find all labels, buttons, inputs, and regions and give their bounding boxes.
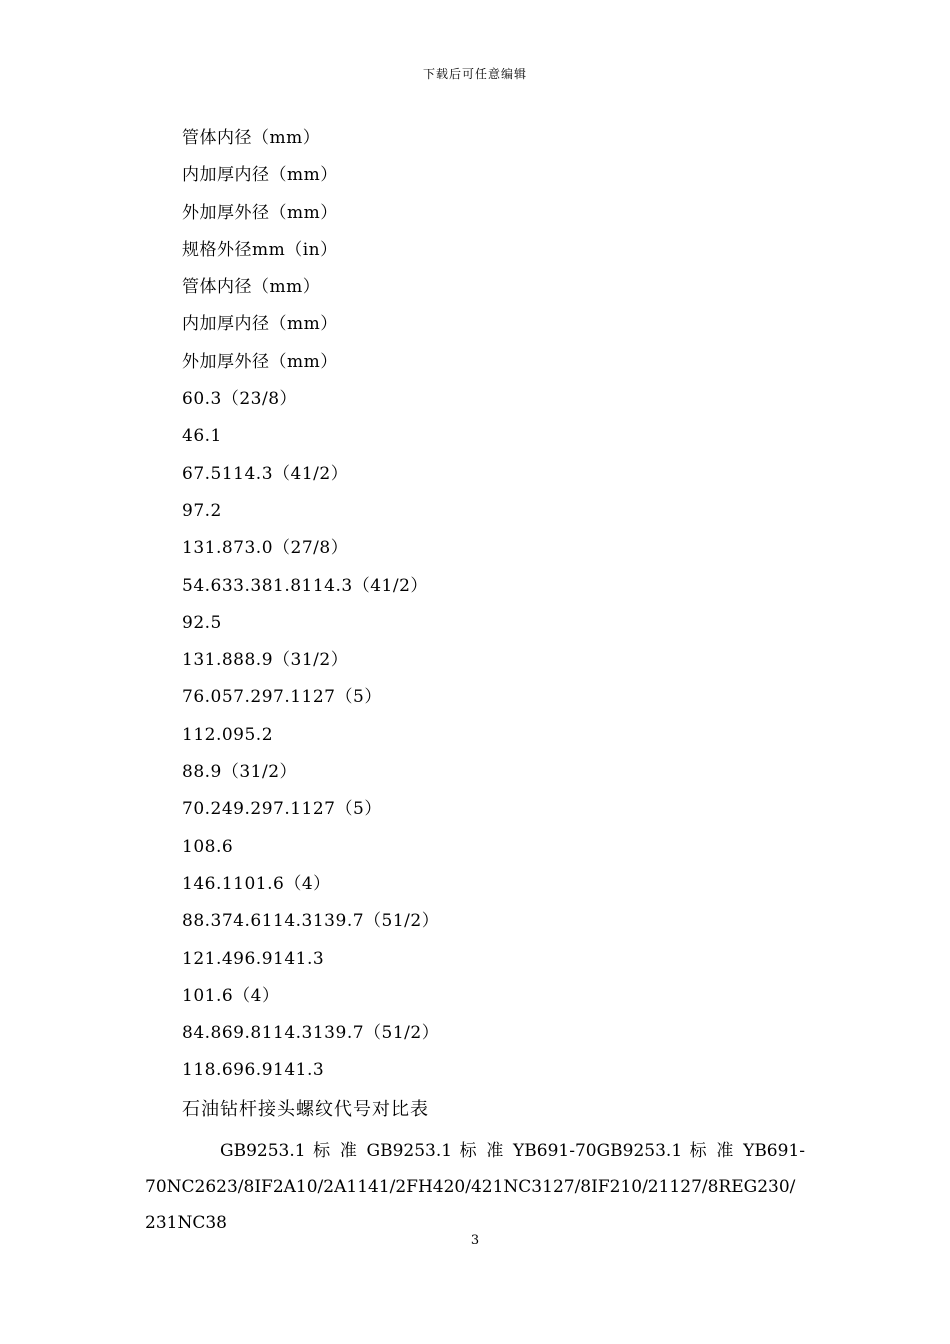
text-line: 76.057.297.1127（5） [182,687,382,708]
table-title: 石油钻杆接头螺纹代号对比表 [182,1099,429,1120]
text-line: 108.6 [182,836,234,857]
text-line: 管体内径（mm） [182,128,321,148]
text-line: 112.095.2 [182,724,274,745]
spec-lines [182,125,439,1095]
text-line: 131.873.0（27/8） [182,538,349,559]
text-line: 146.1101.6（4） [182,873,331,894]
text-line: 外加厚外径（mm） [182,351,338,372]
page-number: 3 [470,1233,480,1248]
text-line: 88.9（31/2） [182,762,298,783]
text-line: 规格外径mm（in） [182,239,338,260]
text-line: 101.6（4） [182,985,280,1006]
text-line: 97.2 [182,500,222,521]
text-line: 131.888.9（31/2） [182,650,349,671]
page-header: 下载后可任意编辑 [422,67,527,81]
text-line: 内加厚内径（mm） [182,165,338,186]
text-line: 46.1 [182,426,222,447]
text-line: 92.5 [182,612,222,633]
text-line: 内加厚内径（mm） [182,314,338,335]
text-line: 外加厚外径（mm） [182,202,338,223]
text-line: 管体内径（mm） [182,277,321,298]
paragraph-line-2: 70NC2623/8IF2A10/2A1141/2FH420/421NC3127/8IF210/21127/8REG230/231NC38 [145,1177,796,1233]
text-line: 67.5114.3（41/2） [182,463,349,484]
text-line: 70.249.297.1127（5） [182,799,382,820]
text-line: 60.3（23/8） [182,389,298,410]
body-paragraph [145,1133,805,1241]
text-line: 121.496.9141.3 [182,948,325,969]
paragraph-line-1: GB9253.1 标 准 GB9253.1 标 准 YB691-70GB9253.1 标 准 YB691- [220,1141,805,1161]
text-line: 54.633.381.8114.3（41/2） [182,575,428,596]
text-line: 88.374.6114.3139.7（51/2） [182,911,440,932]
text-line: 84.869.8114.3139.7（51/2） [182,1023,440,1044]
text-line: 118.696.9141.3 [182,1060,325,1081]
